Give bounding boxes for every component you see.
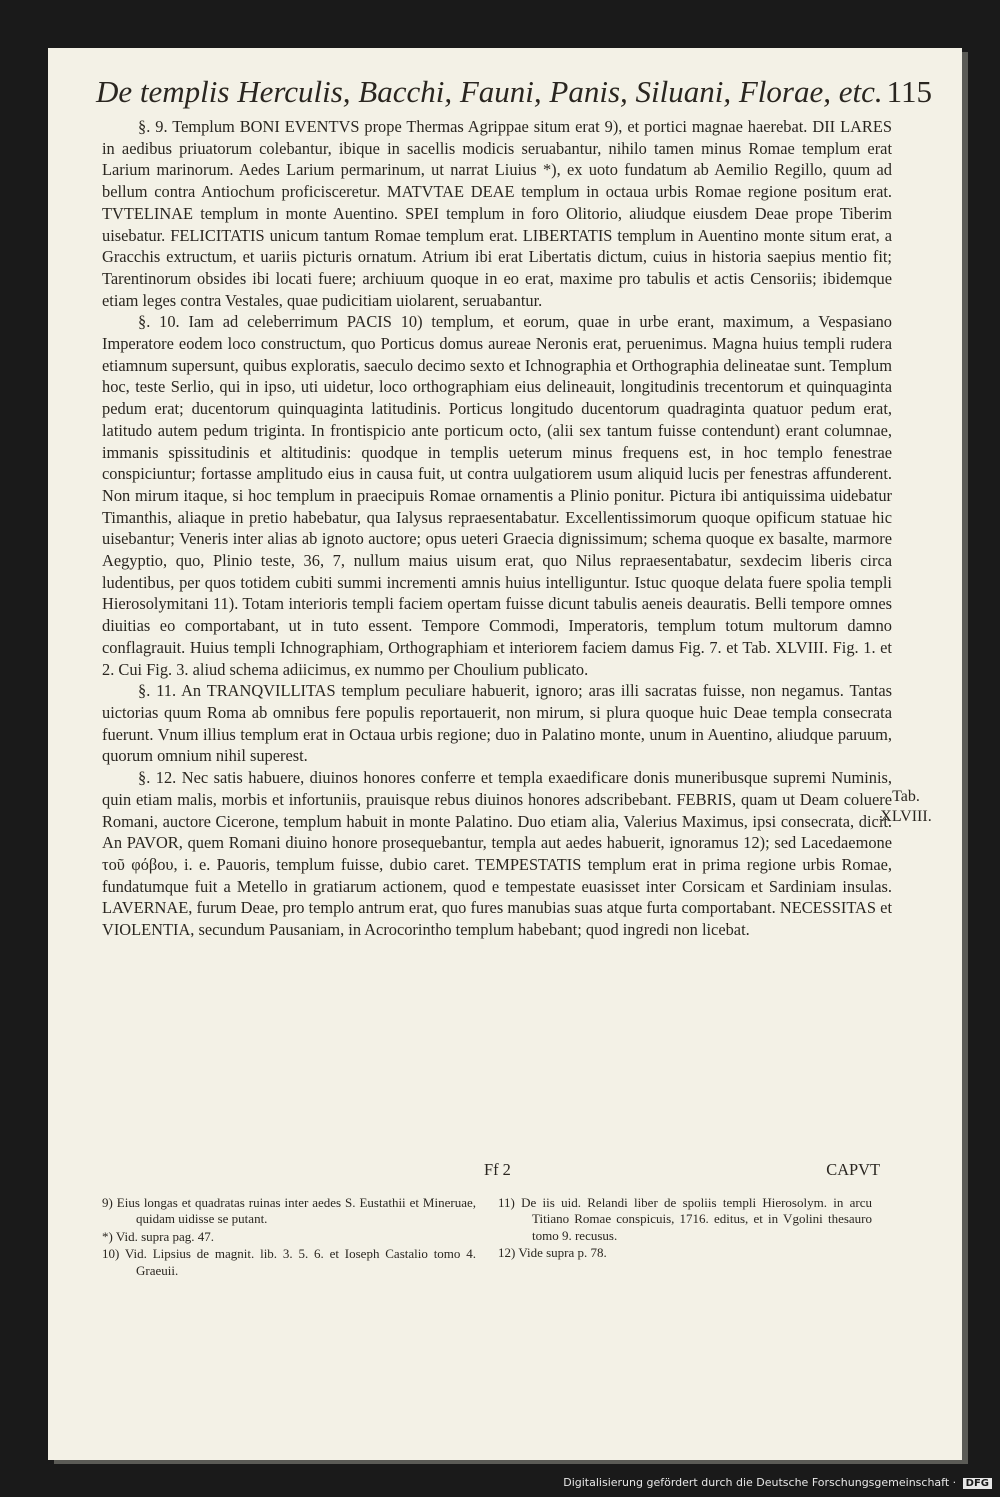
margin-note-tab: Tab. (892, 788, 920, 805)
paragraph-10: §. 10. Iam ad celeberrimum PACIS 10) templum, et eorum, quae in urbe erant, maximum, a Vespasiano Imperatore eodem loco constructum, quo Porticus domus aureae Neronis erat, peruenimus. Magna huius templi rudera etiamnum supersunt, quibus exploratis, saeculo decimo sexto et Ichnographia et Orthographia delineatae sunt. Templum hoc, teste Serlio, qui in ipso, uti uidetur, loco orthographiam eius delineauit, longitudinis trecentorum et quinquaginta pedum erat; ducentorum quinquaginta latitudinis. Porticus longitudo ducentorum quadraginta quatuor pedum erat, latitudo autem pedum triginta. In frontispicio ante porticum octo, (alii sex tantum fuisse contendunt) erant columnae, immanis spissitudinis et altitudinis: quodque in templis ueterum minus frequens est, in hoc templo fenestrae conspiciuntur; fortasse amplitudo eius in causa fuit, ut contra uulgatiorem usum aliquid lucis per fenestras affunderent. Non mirum itaque, si hoc templum in praecipuis Romae ornamentis a Plinio ponitur. Pictura ibi antiquissima uidebatur Timanthis, aliaque in pretio habebatur, qua Ialysus repraesentabatur. Excellentissimorum quoque opificum statuae hic uisebantur; Veneris inter alias ab ignoto auctore; opus ueteri Graecia dignissimum; schema quoque ex basalte, marmore Aegyptio, quo, Plinio teste, 36, 7, nullum maius uisum erat, quo Nilus repraesentabatur, sexdecim liberis circa ludentibus, per quos totidem cubiti summi incrementi amnis huius intelliguntur. Istuc quoque delata fuere spolia templi Hierosolymitani 11). Totam interioris templi faciem opertam fuisse dicunt tabulis aeneis deauratis. Belli tempore omnes diuitias eo comportabant, ut in tuto essent. Tempore Commodi, Imperatoris, templum totum multorum damno conflagrauit. Huius templi Ichnographiam, Orthographiam et interiorem faciem damus Fig. 7. et Tab. XLVIII. Fig. 1. et 2. Cui Fig. 3. aliud schema adiicimus, ex nummo per Choulium publicato. (102, 312, 892, 679)
footnote: 10) Vid. Lipsius de magnit. lib. 3. 5. 6. et Ioseph Castalio tomo 4. Graeuii. (102, 1246, 476, 1278)
catchword: CAPVT (826, 1160, 880, 1179)
paragraph-9: §. 9. Templum BONI EVENTVS prope Thermas Agrippae situm erat 9), et portici magnae haerebat. DII LARES in aedibus priuatorum colebantur, ibique in sacellis modicis seruabantur, nihilo tamen minus Romae templum erat Larium marinorum. Aedes Larium permarinum, ut narrat Liuius *), ex uoto fundatum ab Aemilio Regillo, quum ad bellum contra Antiochum proficisceretur. MATVTAE DEAE templum in octaua urbis Romae regione positum erat. TVTELINAE templum in monte Auentino. SPEI templum in foro Olitorio, aliudque eiusdem Deae prope Tiberim uisebatur. FELICITATIS unicum tantum Romae templum erat. LIBERTATIS templum in Auentino monte situm erat, a Gracchis extructum, et uariis picturis ornatum. Atrium ibi erat Libertatis dictum, cuius in historia saepius mentio fit; Tarentinorum obsides ibi locati fuere; archiuum quoque in eo erat, maxime pro tabulis et actis Censoriis; ibidemque etiam leges contra Vestales, quae pudicitiam uiolarent, seruabantur. (102, 117, 892, 310)
running-title: De templis Herculis, Bacchi, Fauni, Panis, Siluani, Florae, etc. (96, 74, 883, 109)
signature-mark: Ff 2 (484, 1160, 511, 1179)
credit-text: Digitalisierung gefördert durch die Deutsche Forschungsgemeinschaft · (563, 1476, 957, 1489)
margin-note (866, 787, 946, 827)
footnote: 9) Eius longas et quadratas ruinas inter aedes S. Eustathii et Mineruae, quidam uidisse se putant. (102, 1195, 476, 1227)
body-text (102, 116, 892, 941)
footnotes-right-column (498, 1195, 872, 1263)
footnote: 11) De iis uid. Relandi liber de spoliis templi Hierosolym. in arcu Titiano Romae conspicuis, 1716. editus, et in Vgolini thesauro tomo 9. recusus. (498, 1195, 872, 1243)
margin-note-number: XLVIII. (880, 808, 932, 825)
footnote: *) Vid. supra pag. 47. (102, 1228, 214, 1244)
book-page (48, 48, 962, 1460)
digitization-credit (563, 1476, 992, 1489)
page-number: 115 (886, 74, 932, 109)
signature-row (102, 1160, 892, 1184)
footnote: 12) Vide supra p. 78. (498, 1245, 607, 1261)
paragraph-11: §. 11. An TRANQVILLITAS templum peculiare habuerit, ignoro; aras illi sacratas fuisse, non negamus. Tantas uictorias quum Roma ab omnibus fere populis reportauerit, non mirum, si plura quoque huic Deae templa consecrata fuerunt. Vnum illius templum erat in Octaua urbis regione; duo in Palatino monte, unum in Auentino, aliudque paruum, quorum omnium nihil superest. (102, 681, 892, 766)
paragraph-12: §. 12. Nec satis habuere, diuinos honores conferre et templa exaedificare donis muneribusque supremi Numinis, quin etiam malis, morbis et infortuniis, prauisque rebus diuinos honores adscribebant. FEBRIS, quam ut Deam coluere Romani, auctore Cicerone, templum habuit in monte Palatino. Duo etiam alia, Valerius Maximus, ipsi consecrata, dicit. An PAVOR, quem Romani diuino honore prosequebantur, templa aut aedes habuerit, ignoramus 12); sed Lacedaemone τοῦ φόβου, i. e. Pauoris, templum fuisse, dubio caret. TEMPESTATIS templum erat in prima regione urbis Romae, fundatumque fuit a Metello in gratiarum actionem, quod e tempestate euasisset inter Corsicam et Sardiniam insulas. LAVERNAE, furum Deae, pro templo antrum erat, quo fures manubias suas atque furta comportabant. NECESSITAS et VIOLENTIA, secundum Pausaniam, in Acrocorintho templum habebant; quod ingredi non licebat. (102, 768, 892, 940)
footnotes-left-column (102, 1195, 476, 1280)
dfg-logo: DFG (963, 1478, 992, 1489)
